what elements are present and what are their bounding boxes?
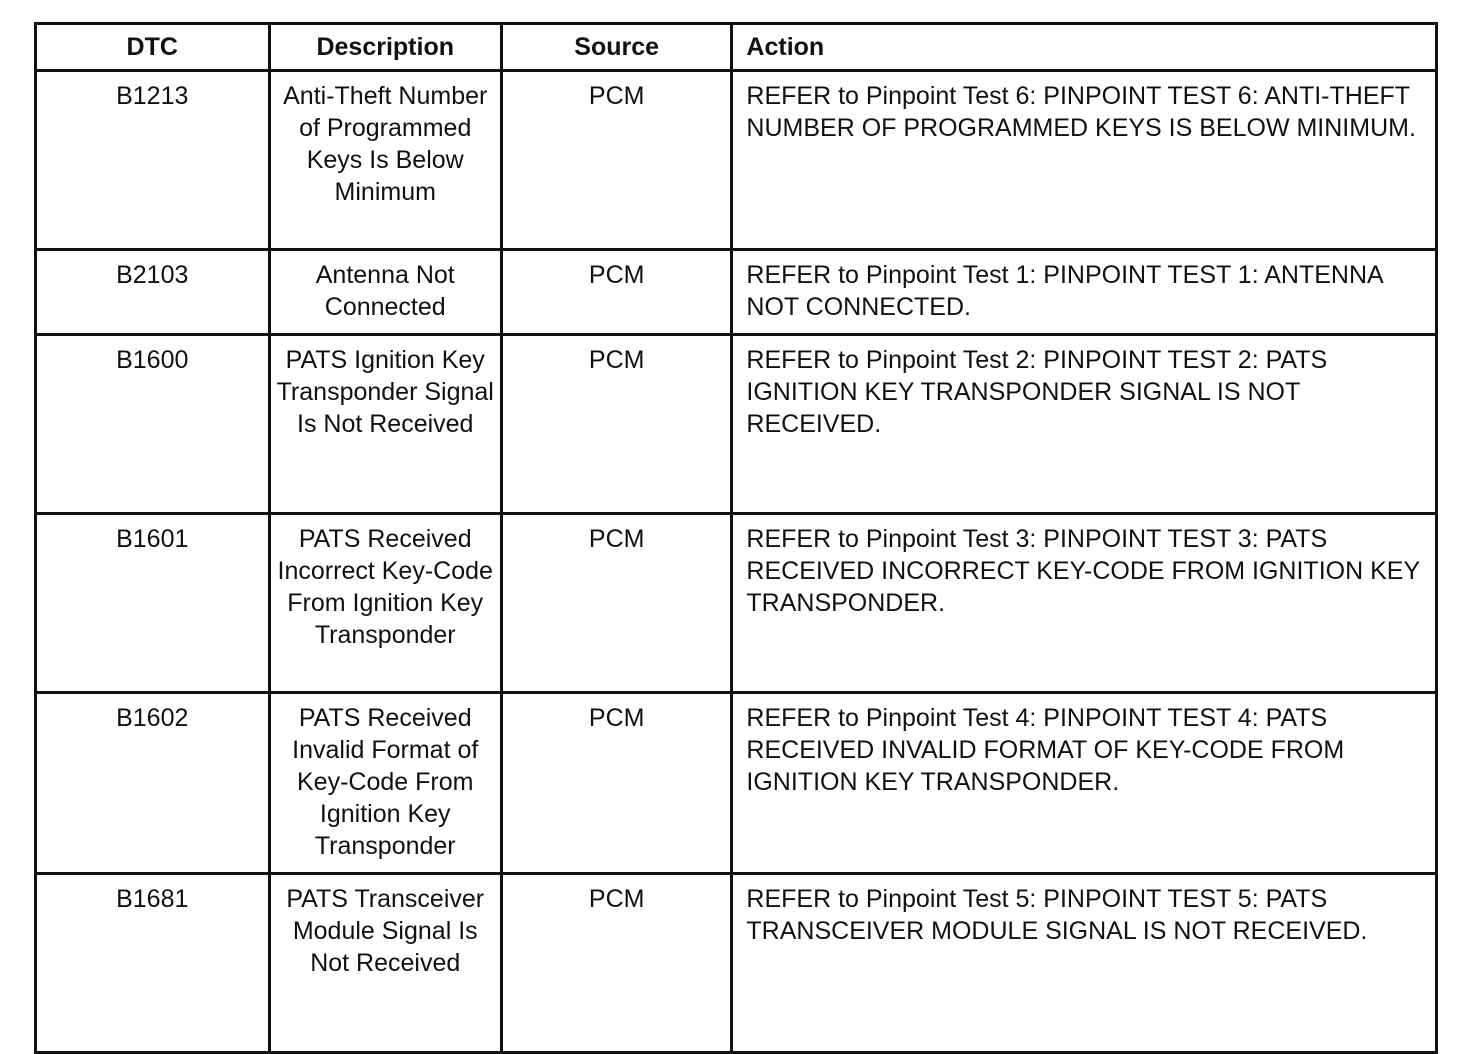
cell-dtc: B1601 xyxy=(36,514,270,693)
cell-action: REFER to Pinpoint Test 3: PINPOINT TEST 3: PATS RECEIVED INCORRECT KEY-CODE FROM IGNITION KEY TRANSPONDER. xyxy=(732,514,1437,693)
table-row xyxy=(36,874,1437,1053)
table-header xyxy=(36,24,1437,71)
cell-source: PCM xyxy=(501,514,731,693)
header-action: Action xyxy=(732,24,1437,71)
cell-dtc: B2103 xyxy=(36,250,270,335)
cell-dtc: B1213 xyxy=(36,71,270,250)
cell-source: PCM xyxy=(501,71,731,250)
cell-dtc: B1681 xyxy=(36,874,270,1053)
cell-dtc: B1600 xyxy=(36,335,270,514)
table-row xyxy=(36,335,1437,514)
cell-description: PATS Ignition Key Transponder Signal Is Not Received xyxy=(269,335,501,514)
dtc-table xyxy=(34,22,1438,1054)
cell-action: REFER to Pinpoint Test 4: PINPOINT TEST 4: PATS RECEIVED INVALID FORMAT OF KEY-CODE FROM IGNITION KEY TRANSPONDER. xyxy=(732,693,1437,874)
cell-action: REFER to Pinpoint Test 5: PINPOINT TEST 5: PATS TRANSCEIVER MODULE SIGNAL IS NOT RECEIVED. xyxy=(732,874,1437,1053)
cell-action: REFER to Pinpoint Test 2: PINPOINT TEST 2: PATS IGNITION KEY TRANSPONDER SIGNAL IS NOT RECEIVED. xyxy=(732,335,1437,514)
header-description: Description xyxy=(269,24,501,71)
table-row xyxy=(36,693,1437,874)
cell-description: PATS Transceiver Module Signal Is Not Received xyxy=(269,874,501,1053)
header-dtc: DTC xyxy=(36,24,270,71)
cell-description: Anti-Theft Number of Programmed Keys Is Below Minimum xyxy=(269,71,501,250)
cell-description: Antenna Not Connected xyxy=(269,250,501,335)
cell-source: PCM xyxy=(501,335,731,514)
cell-description: PATS Received Invalid Format of Key-Code From Ignition Key Transponder xyxy=(269,693,501,874)
header-row xyxy=(36,24,1437,71)
table-row xyxy=(36,250,1437,335)
table-row xyxy=(36,71,1437,250)
cell-action: REFER to Pinpoint Test 1: PINPOINT TEST 1: ANTENNA NOT CONNECTED. xyxy=(732,250,1437,335)
cell-action: REFER to Pinpoint Test 6: PINPOINT TEST 6: ANTI-THEFT NUMBER OF PROGRAMMED KEYS IS BELOW MINIMUM. xyxy=(732,71,1437,250)
table-row xyxy=(36,514,1437,693)
cell-source: PCM xyxy=(501,693,731,874)
cell-dtc: B1602 xyxy=(36,693,270,874)
cell-source: PCM xyxy=(501,874,731,1053)
header-source: Source xyxy=(501,24,731,71)
cell-description: PATS Received Incorrect Key-Code From Ignition Key Transponder xyxy=(269,514,501,693)
cell-source: PCM xyxy=(501,250,731,335)
table-body xyxy=(36,71,1437,1053)
